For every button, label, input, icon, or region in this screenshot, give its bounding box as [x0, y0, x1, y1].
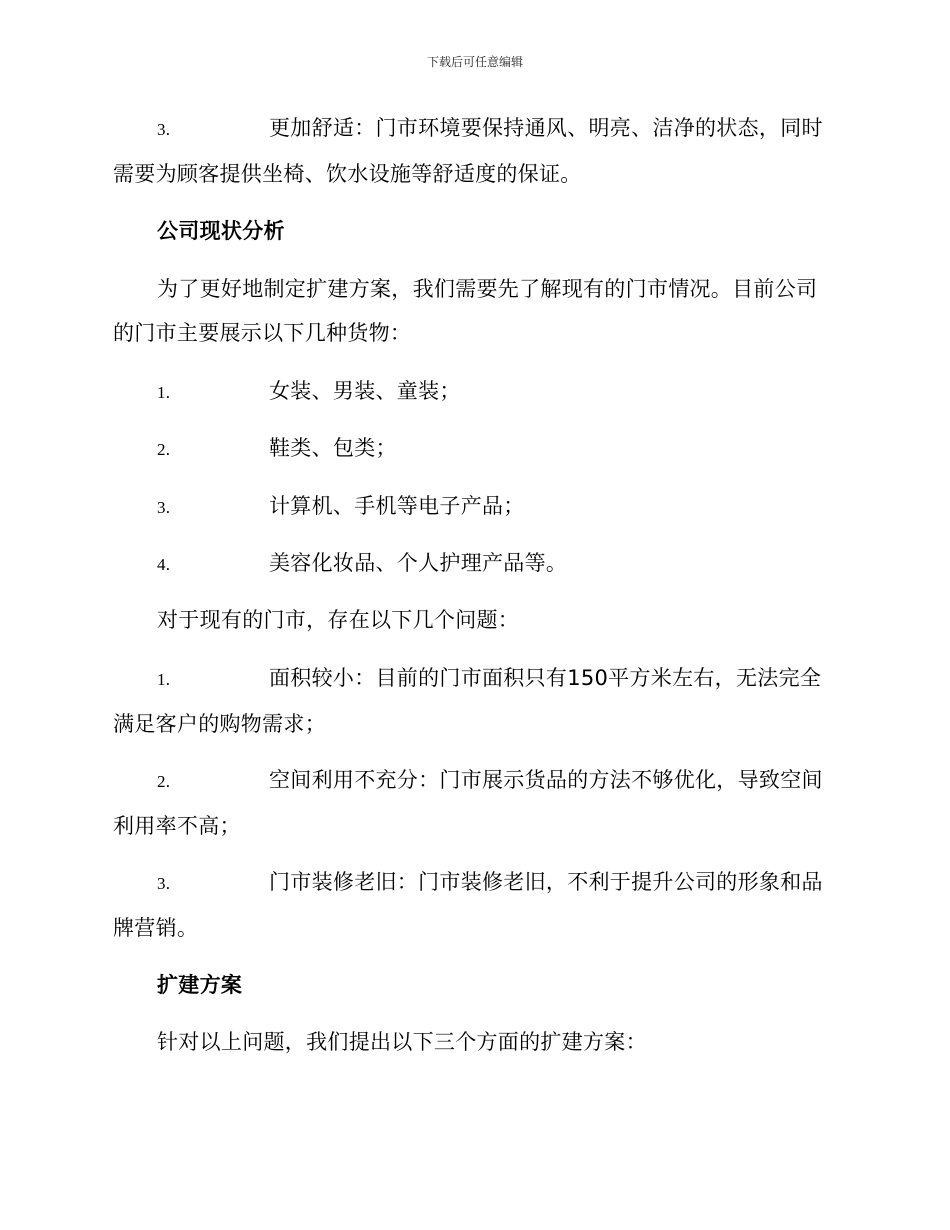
paragraph-text: 对于现有的门市，存在以下几个问题： — [157, 608, 520, 632]
list-item — [113, 106, 837, 196]
list-item-number: 1. — [157, 670, 171, 689]
list-item — [113, 860, 837, 950]
list-item-text: 空间利用不充分：门市展示货品的方法不够优化，导致空间利用率不高； — [113, 768, 823, 838]
list-item-number: 3. — [157, 498, 171, 517]
paragraph-text: 针对以上问题，我们提出以下三个方面的扩建方案： — [157, 1030, 647, 1054]
list-item — [113, 426, 837, 472]
list-item-text: 鞋类、包类； — [269, 436, 397, 460]
paragraph — [113, 1020, 837, 1064]
section-heading-text: 扩建方案 — [157, 973, 243, 997]
paragraph — [113, 267, 837, 355]
list-item-number: 2. — [157, 440, 171, 459]
list-item — [113, 656, 837, 746]
list-item-text: 美容化妆品、个人护理产品等。 — [269, 551, 568, 575]
paragraph — [113, 598, 837, 642]
section-heading — [113, 963, 837, 1007]
list-item-number: 3. — [157, 874, 171, 893]
section-heading-text: 公司现状分析 — [157, 219, 285, 243]
list-item-text: 面积较小：目前的门市面积只有150平方米左右，无法完全满足客户的购物需求； — [113, 666, 822, 736]
list-item — [113, 484, 837, 530]
paragraph-text: 为了更好地制定扩建方案，我们需要先了解现有的门市情况。目前公司的门市主要展示以下几种货物： — [113, 277, 818, 345]
list-item — [113, 541, 837, 587]
page-header: 下载后可任意编辑 — [426, 55, 523, 69]
list-item — [113, 758, 837, 848]
list-item-text: 女装、男装、童装； — [269, 379, 461, 403]
list-item-number: 1. — [157, 383, 171, 402]
list-item-number: 4. — [157, 555, 171, 574]
list-item-text: 更加舒适：门市环境要保持通风、明亮、洁净的状态，同时需要为顾客提供坐椅、饮水设施等舒适度的保证。 — [113, 116, 823, 186]
list-item — [113, 369, 837, 415]
section-heading — [113, 209, 837, 253]
list-item-text: 门市装修老旧：门市装修老旧，不利于提升公司的形象和品牌营销。 — [113, 870, 823, 940]
list-item-text: 计算机、手机等电子产品； — [269, 494, 525, 518]
list-item-number: 2. — [157, 772, 171, 791]
list-item-number: 3. — [157, 120, 171, 139]
